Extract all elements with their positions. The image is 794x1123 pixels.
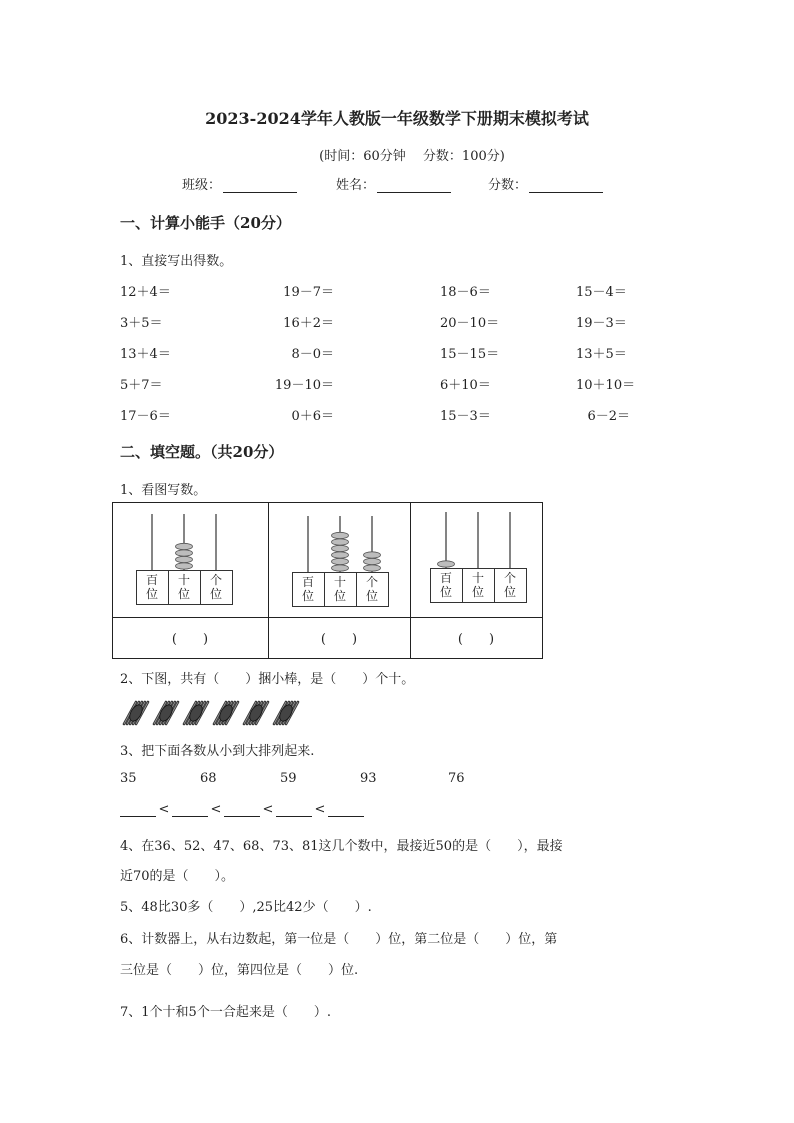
question-2-2: 2、下图，共有（ ）捆小棒，是（ ）个十。 <box>120 672 415 687</box>
number-1: 35 <box>120 771 137 786</box>
abacus-label: 位 <box>145 587 159 601</box>
question-2-4-line1: 4、在36、52、47、68、73、81这几个数中，最接近50的是（ ），最接 <box>120 839 563 854</box>
abacus-label: 个 <box>365 575 379 589</box>
equation-r2-c3: 20－10＝ <box>440 316 500 331</box>
abacus-label: 位 <box>471 585 485 599</box>
equation-r1-c4: 15－4＝ <box>576 285 627 300</box>
abacus-label: 个 <box>209 573 223 587</box>
abacus-answer-blank[interactable]: ( ) <box>457 632 495 647</box>
equation-r3-c3: 15－15＝ <box>440 347 500 362</box>
question-2-5: 5、48比30多（ ）,25比42少（ ）. <box>120 900 372 915</box>
abacus-group <box>137 512 527 647</box>
abacus-label: 十 <box>177 573 191 587</box>
abacus-bead <box>176 563 193 569</box>
score-input-line[interactable] <box>529 178 603 193</box>
section1-heading: 一、计算小能手（20分） <box>120 214 291 232</box>
question-2-3: 3、把下面各数从小到大排列起来. <box>120 744 315 759</box>
exam-subtitle: (时间：60分钟 分数：100分) <box>319 149 505 164</box>
equation-r4-c4: 10＋10＝ <box>576 378 636 393</box>
question-1-1: 1、直接写出得数。 <box>120 254 233 269</box>
abacus-label: 位 <box>177 587 191 601</box>
equation-r1-c2: 19－7＝ <box>283 285 334 300</box>
less-than-1: < <box>158 802 170 817</box>
abacus-label: 位 <box>365 589 379 603</box>
page-title: 2023-2024学年人教版一年级数学下册期末模拟考试 <box>205 109 589 128</box>
ordering-blank-2[interactable] <box>172 804 208 817</box>
abacus-1 <box>137 514 233 647</box>
abacus-bead <box>364 565 381 571</box>
abacus-answer-blank[interactable]: ( ) <box>171 632 209 647</box>
abacus-label: 位 <box>209 587 223 601</box>
stick-bundle <box>274 702 298 724</box>
abacus-label: 个 <box>503 571 517 585</box>
question-2-4-line2: 近70的是（ ）。 <box>120 869 235 884</box>
bundle-group <box>124 702 298 724</box>
abacus-bead <box>332 565 349 571</box>
abacus-label: 十 <box>333 575 347 589</box>
equation-r1-c3: 18－6＝ <box>440 285 491 300</box>
class-field <box>182 174 297 193</box>
question-2-6-line2: 三位是（ ）位，第四位是（ ）位. <box>120 963 359 978</box>
abacus-bead <box>332 545 349 551</box>
less-than-2: < <box>210 802 222 817</box>
equation-r4-c1: 5＋7＝ <box>120 378 163 393</box>
less-than-3: < <box>262 802 274 817</box>
question-2-6-line1: 6、计数器上，从右边数起，第一位是（ ）位，第二位是（ ）位，第 <box>120 932 558 947</box>
number-2: 68 <box>200 771 217 786</box>
equation-r1-c1: 12＋4＝ <box>120 285 171 300</box>
equation-r2-c1: 3＋5＝ <box>120 316 163 331</box>
abacus-bead <box>176 550 193 556</box>
class-input-line[interactable] <box>223 178 297 193</box>
equation-r2-c2: 16＋2＝ <box>283 316 334 331</box>
abacus-bead <box>332 539 349 545</box>
equation-r5-c3: 15－3＝ <box>440 409 491 424</box>
name-label: 姓名： <box>336 178 376 193</box>
number-3: 59 <box>280 771 297 786</box>
abacus-3 <box>431 512 527 647</box>
abacus-bead <box>176 556 193 562</box>
abacus-label: 位 <box>439 585 453 599</box>
abacus-table <box>112 502 544 660</box>
equation-r3-c1: 13＋4＝ <box>120 347 171 362</box>
number-4: 93 <box>360 771 377 786</box>
abacus-label: 百 <box>145 573 159 587</box>
abacus-2 <box>293 516 389 647</box>
abacus-bead <box>332 558 349 564</box>
question-2-7: 7、1个十和5个一合起来是（ ）. <box>120 1005 331 1020</box>
stick-bundle <box>124 702 148 724</box>
ordering-blank-1[interactable] <box>120 804 156 817</box>
ordering-blanks <box>120 802 364 817</box>
equation-r4-c3: 6＋10＝ <box>440 378 491 393</box>
name-input-line[interactable] <box>377 178 451 193</box>
question-2-1: 1、看图写数。 <box>120 483 207 498</box>
abacus-bead <box>438 561 455 567</box>
stick-bundle <box>154 702 178 724</box>
abacus-label: 百 <box>301 575 315 589</box>
abacus-bead <box>364 552 381 558</box>
abacus-label: 十 <box>471 571 485 585</box>
stick-bundle <box>244 702 268 724</box>
equation-r2-c4: 19－3＝ <box>576 316 627 331</box>
score-label: 分数： <box>488 178 528 193</box>
less-than-4: < <box>314 802 326 817</box>
equation-r5-c2: 0＋6＝ <box>291 409 334 424</box>
abacus-label: 位 <box>503 585 517 599</box>
stick-bundle <box>214 702 238 724</box>
stick-bundles <box>120 698 310 728</box>
abacus-answer-blank[interactable]: ( ) <box>320 632 358 647</box>
abacus-bead <box>332 532 349 538</box>
abacus-label: 百 <box>439 571 453 585</box>
equation-r5-c1: 17－6＝ <box>120 409 171 424</box>
section2-heading: 二、填空题。（共20分） <box>120 443 284 461</box>
abacus-label: 位 <box>301 589 315 603</box>
abacus-bead <box>176 543 193 549</box>
abacus-label: 位 <box>333 589 347 603</box>
ordering-blank-3[interactable] <box>224 804 260 817</box>
name-field <box>336 174 451 193</box>
equation-r4-c2: 19－10＝ <box>274 378 334 393</box>
score-field <box>488 174 603 193</box>
equation-r3-c2: 8－0＝ <box>291 347 334 362</box>
abacus-bead <box>364 558 381 564</box>
ordering-blank-5[interactable] <box>328 804 364 817</box>
equation-r3-c4: 13＋5＝ <box>576 347 627 362</box>
abacus-bead <box>332 552 349 558</box>
ordering-blank-4[interactable] <box>276 804 312 817</box>
number-5: 76 <box>448 771 465 786</box>
equation-r5-c4: 6－2＝ <box>587 409 630 424</box>
class-label: 班级： <box>182 178 222 193</box>
stick-bundle <box>184 702 208 724</box>
